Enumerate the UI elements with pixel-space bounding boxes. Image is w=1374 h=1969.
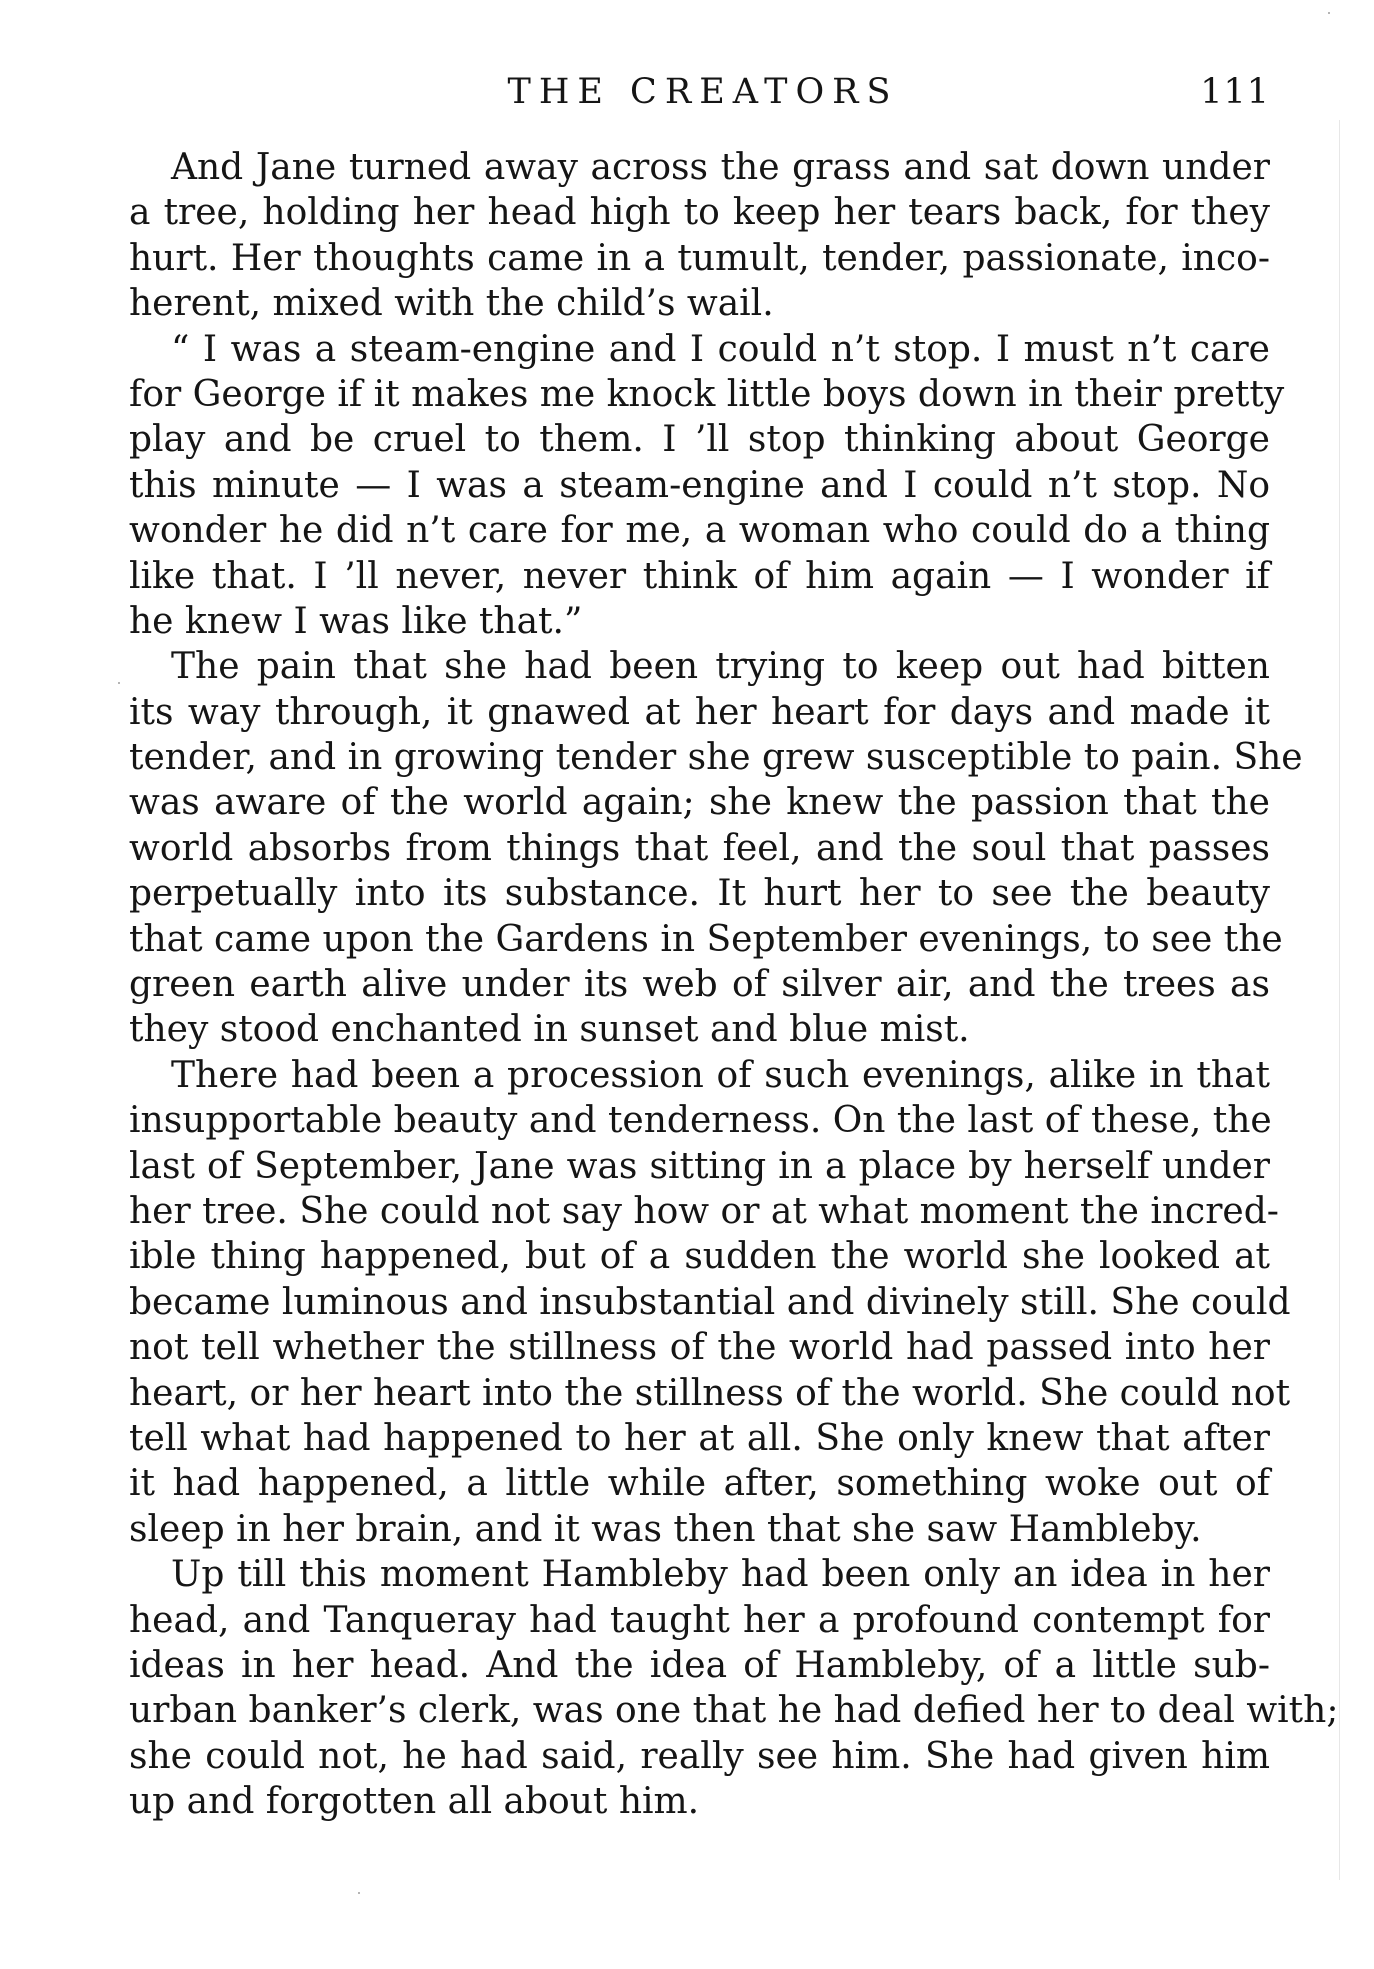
text-line: perpetually into its substance. It hurt her to see the beauty xyxy=(129,873,1270,915)
text-line: tender, and in growing tender she grew susceptible to pain. She xyxy=(129,737,1303,779)
scan-fleck xyxy=(358,1892,360,1894)
body-text xyxy=(129,145,1339,1824)
text-line: There had been a procession of such evenings, alike in that xyxy=(171,1054,1270,1096)
text-line: herent, mixed with the child’s wail. xyxy=(129,283,774,325)
text-line: it had happened, a little while after, something woke out of xyxy=(129,1463,1270,1505)
paragraph xyxy=(129,1552,1339,1824)
text-line: wonder he did n’t care for me, a woman who could do a thing xyxy=(129,510,1270,552)
scan-edge xyxy=(1339,120,1340,1880)
paragraph xyxy=(129,1053,1291,1552)
text-line: ible thing happened, but of a sudden the world she looked at xyxy=(129,1236,1270,1278)
text-line: last of September, Jane was sitting in a place by herself under xyxy=(129,1145,1270,1187)
text-line: her tree. She could not say how or at what moment the incred- xyxy=(129,1190,1279,1232)
text-line: insupportable beauty and tenderness. On the last of these, the xyxy=(129,1100,1272,1142)
text-line: heart, or her heart into the stillness of the world. She could not xyxy=(129,1372,1291,1414)
paragraph xyxy=(129,327,1285,645)
scan-fleck xyxy=(118,682,120,684)
text-line: urban banker’s clerk, was one that he had defied her to deal with; xyxy=(129,1690,1339,1732)
text-line: for George if it makes me knock little boys down in their pretty xyxy=(129,373,1285,415)
text-line: head, and Tanqueray had taught her a profound contempt for xyxy=(129,1599,1270,1641)
text-line: he knew I was like that.” xyxy=(129,600,583,642)
chapter-title: THE CREATORS xyxy=(507,72,899,112)
text-line: this minute — I was a steam-engine and I could n’t stop. No xyxy=(129,464,1270,506)
text-line: sleep in her brain, and it was then that she saw Hambleby. xyxy=(129,1508,1202,1550)
page-number: 111 xyxy=(1200,72,1270,112)
text-line: a tree, holding her head high to keep her tears back, for they xyxy=(129,192,1270,234)
text-line: world absorbs from things that feel, and the soul that passes xyxy=(129,827,1270,869)
text-line: play and be cruel to them. I ’ll stop thinking about George xyxy=(129,419,1270,461)
running-head xyxy=(128,64,1270,120)
text-line: she could not, he had said, really see him. She had given him xyxy=(129,1735,1270,1777)
text-line: was aware of the world again; she knew the passion that the xyxy=(129,782,1270,824)
text-line: And Jane turned away across the grass and sat down under xyxy=(171,147,1270,188)
text-line: green earth alive under its web of silver air, and the trees as xyxy=(129,964,1270,1006)
text-line: tell what had happened to her at all. She only knew that after xyxy=(129,1417,1270,1459)
text-line: not tell whether the stillness of the world had passed into her xyxy=(129,1327,1270,1369)
text-line: up and forgotten all about him. xyxy=(129,1781,700,1823)
paragraph xyxy=(129,145,1270,327)
text-line: they stood enchanted in sunset and blue mist. xyxy=(129,1009,970,1051)
text-line: “ I was a steam-engine and I could n’t stop. I must n’t care xyxy=(171,328,1270,370)
text-line: became luminous and insubstantial and divinely still. She could xyxy=(129,1281,1291,1323)
text-line: Up till this moment Hambleby had been only an idea in her xyxy=(171,1554,1270,1596)
text-line: hurt. Her thoughts came in a tumult, tender, passionate, inco- xyxy=(129,237,1270,279)
scan-fleck xyxy=(1328,12,1330,14)
text-line: The pain that she had been trying to keep out had bitten xyxy=(171,646,1270,688)
text-line: its way through, it gnawed at her heart for days and made it xyxy=(129,691,1270,733)
text-line: ideas in her head. And the idea of Hambleby, of a little sub- xyxy=(129,1644,1270,1686)
paragraph xyxy=(129,644,1303,1053)
text-line: like that. I ’ll never, never think of him again — I wonder if xyxy=(129,555,1270,597)
text-line: that came upon the Gardens in September evenings, to see the xyxy=(129,918,1283,960)
